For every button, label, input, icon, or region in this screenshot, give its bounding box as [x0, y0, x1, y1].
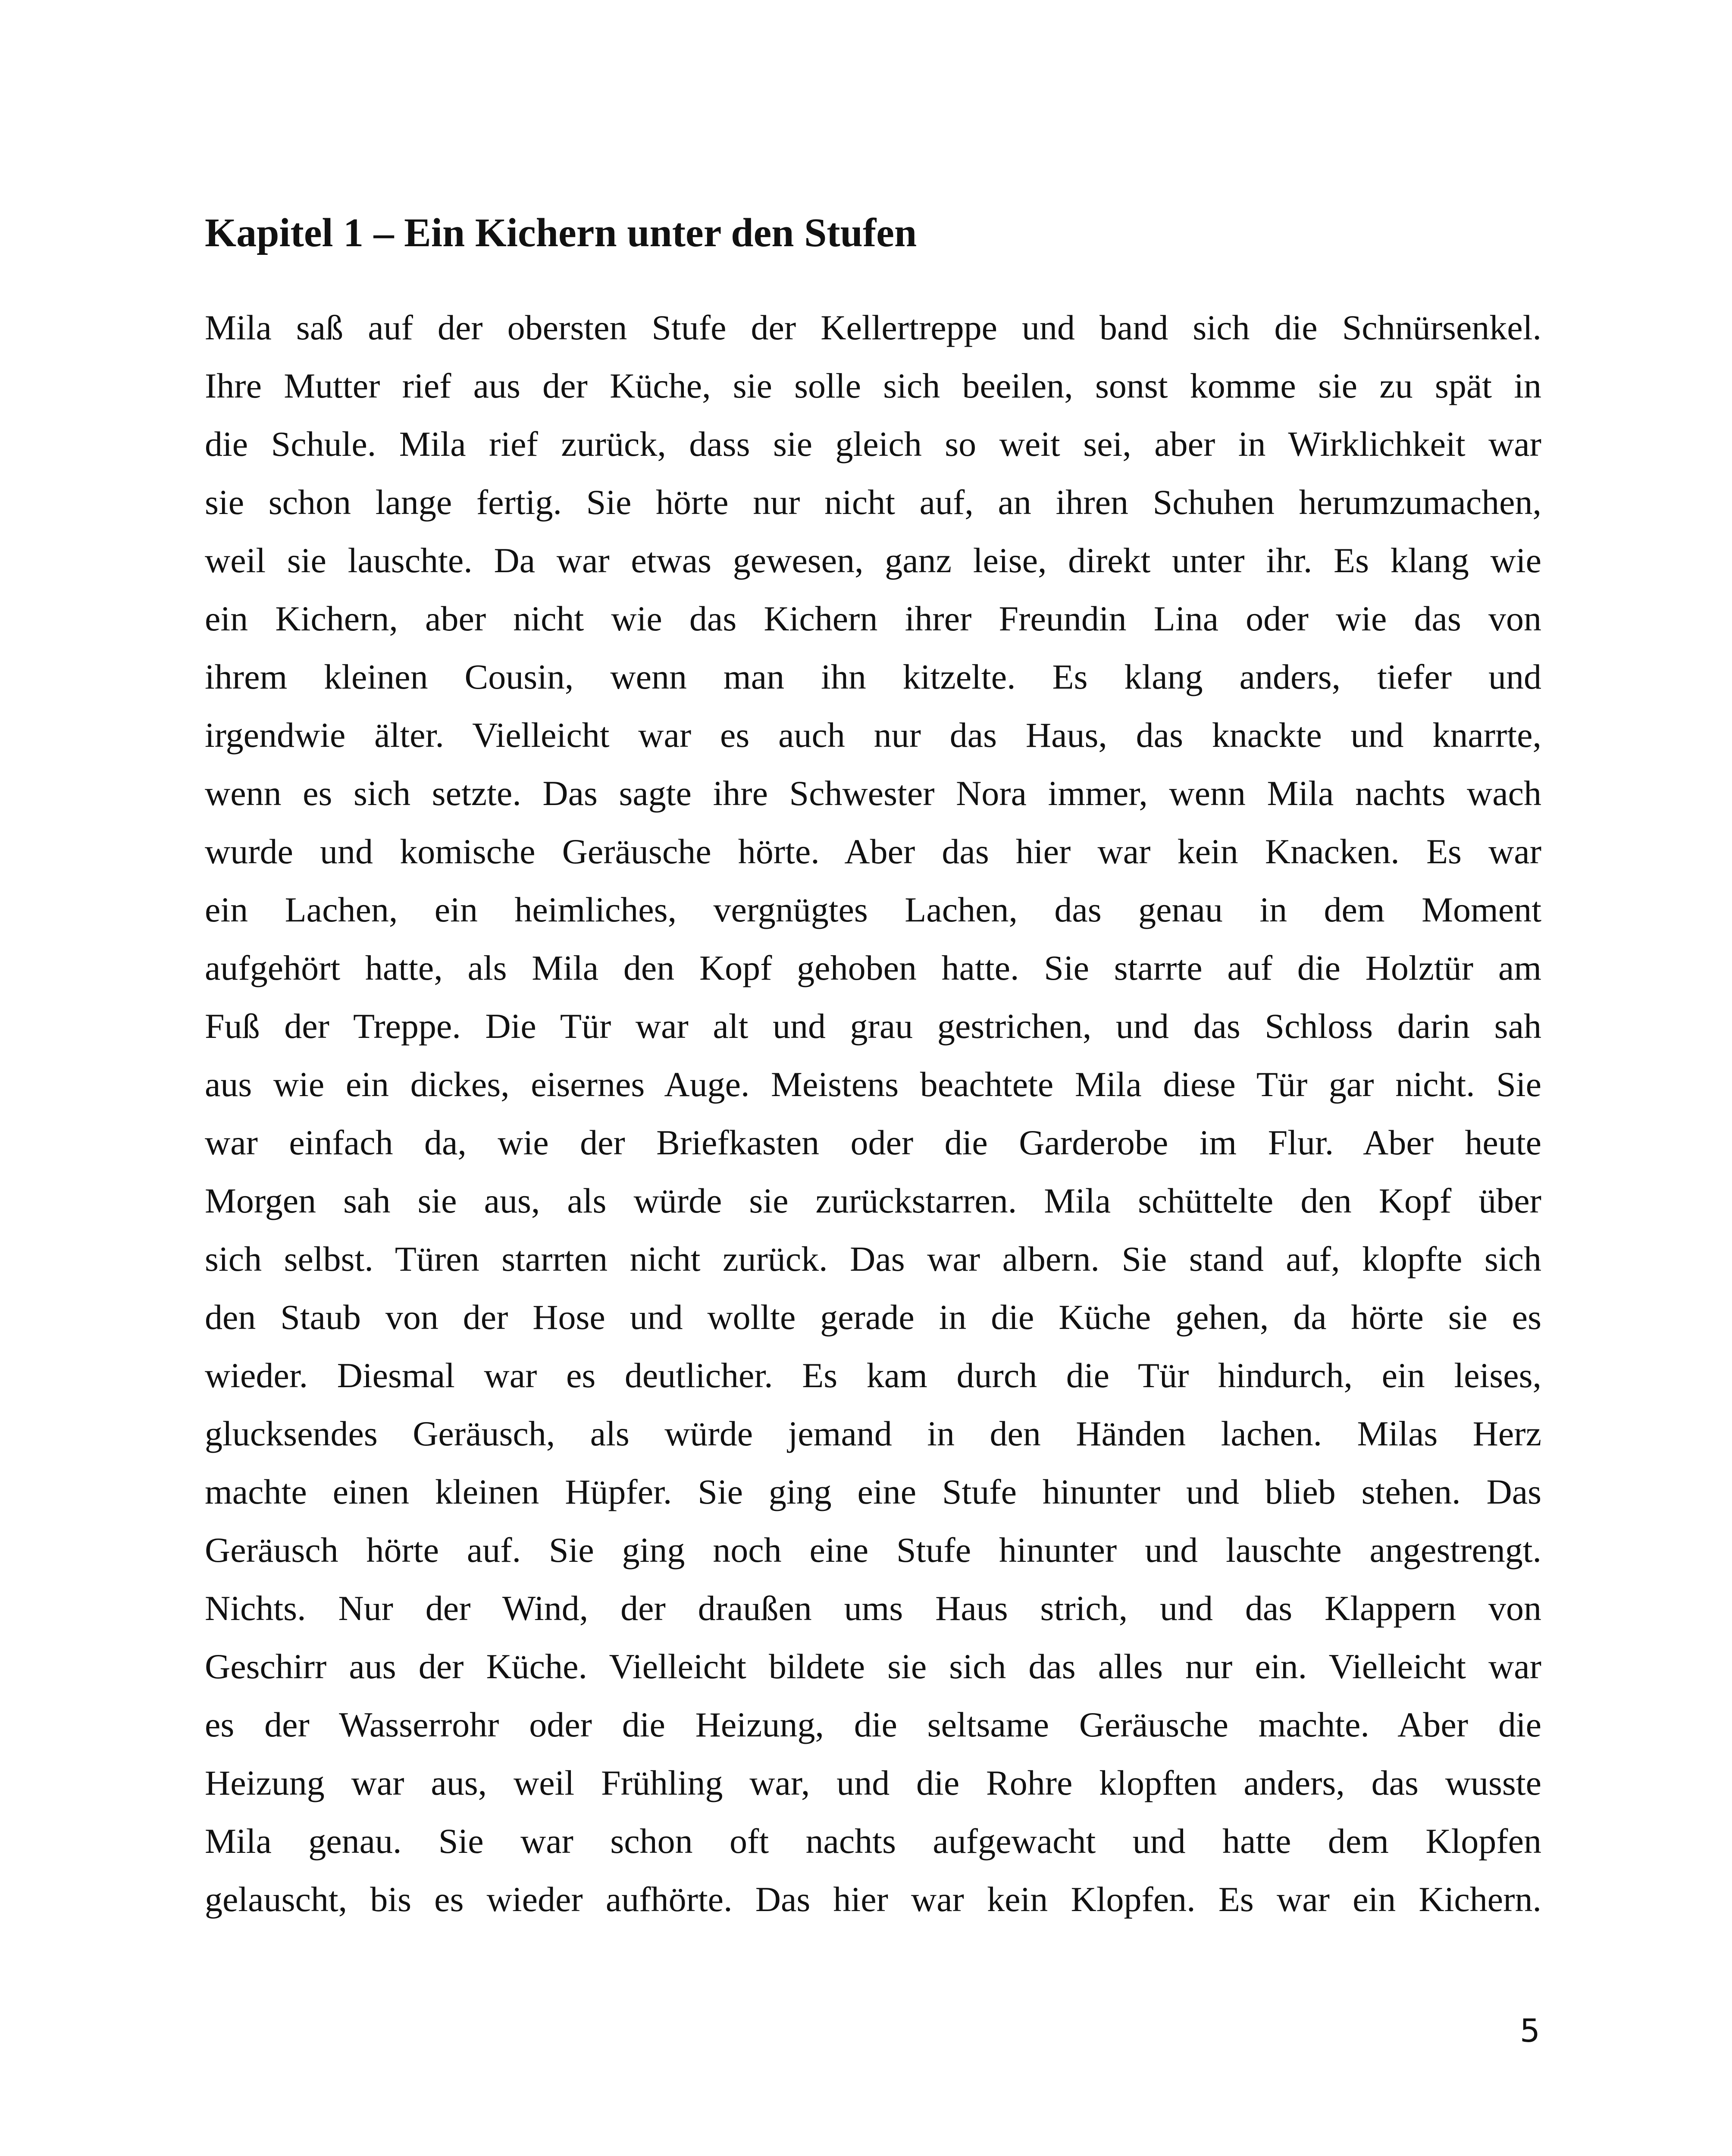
text-line: den Staub von der Hose und wollte gerade in die Küche gehen, da hörte sie es	[205, 1297, 1541, 1337]
text-line: aus wie ein dickes, eisernes Auge. Meistens beachtete Mila diese Tür gar nicht. Sie	[205, 1065, 1541, 1104]
text-line: aufgehört hatte, als Mila den Kopf gehoben hatte. Sie starrte auf die Holztür am	[205, 948, 1541, 987]
text-line: ein Kichern, aber nicht wie das Kichern ihrer Freundin Lina oder wie das von	[205, 599, 1541, 638]
body-text	[205, 298, 1541, 1928]
text-line: wieder. Diesmal war es deutlicher. Es kam durch die Tür hindurch, ein leises,	[205, 1356, 1541, 1395]
text-line: Geräusch hörte auf. Sie ging noch eine Stufe hinunter und lauschte angestrengt.	[205, 1530, 1541, 1570]
text-line: die Schule. Mila rief zurück, dass sie gleich so weit sei, aber in Wirklichkeit war	[205, 424, 1541, 464]
chapter-title: Kapitel 1 – Ein Kichern unter den Stufen	[205, 210, 917, 255]
text-line: war einfach da, wie der Briefkasten oder die Garderobe im Flur. Aber heute	[205, 1123, 1541, 1162]
text-line: Mila saß auf der obersten Stufe der Kellertreppe und band sich die Schnürsenkel.	[205, 308, 1541, 347]
text-line: Ihre Mutter rief aus der Küche, sie solle sich beeilen, sonst komme sie zu spät in	[205, 366, 1541, 405]
text-line: es der Wasserrohr oder die Heizung, die seltsame Geräusche machte. Aber die	[205, 1705, 1541, 1744]
text-line: irgendwie älter. Vielleicht war es auch nur das Haus, das knackte und knarrte,	[205, 715, 1541, 755]
text-line: Mila genau. Sie war schon oft nachts aufgewacht und hatte dem Klopfen	[205, 1821, 1541, 1861]
text-line: Fuß der Treppe. Die Tür war alt und grau gestrichen, und das Schloss darin sah	[205, 1006, 1541, 1046]
text-line: ihrem kleinen Cousin, wenn man ihn kitzelte. Es klang anders, tiefer und	[205, 657, 1541, 696]
text-line: Heizung war aus, weil Frühling war, und die Rohre klopften anders, das wusste	[205, 1763, 1541, 1802]
text-line: Nichts. Nur der Wind, der draußen ums Haus strich, und das Klappern von	[205, 1589, 1541, 1628]
text-line: ein Lachen, ein heimliches, vergnügtes Lachen, das genau in dem Moment	[205, 890, 1541, 929]
text-line: weil sie lauschte. Da war etwas gewesen, ganz leise, direkt unter ihr. Es klang wie	[205, 541, 1541, 580]
text-line: Geschirr aus der Küche. Vielleicht bildete sie sich das alles nur ein. Vielleicht war	[205, 1647, 1541, 1686]
text-line: Morgen sah sie aus, als würde sie zurückstarren. Mila schüttelte den Kopf über	[205, 1181, 1541, 1220]
text-line: sich selbst. Türen starrten nicht zurück. Das war albern. Sie stand auf, klopfte sich	[205, 1239, 1541, 1279]
text-line: machte einen kleinen Hüpfer. Sie ging eine Stufe hinunter und blieb stehen. Das	[205, 1472, 1541, 1511]
text-line: wenn es sich setzte. Das sagte ihre Schwester Nora immer, wenn Mila nachts wach	[205, 774, 1541, 813]
page-number: 5	[1519, 2012, 1540, 2049]
text-line: sie schon lange fertig. Sie hörte nur nicht auf, an ihren Schuhen herumzumachen,	[205, 483, 1541, 522]
text-line: gelauscht, bis es wieder aufhörte. Das hier war kein Klopfen. Es war ein Kichern.	[205, 1880, 1541, 1919]
text-line: wurde und komische Geräusche hörte. Aber das hier war kein Knacken. Es war	[205, 832, 1541, 871]
text-line: glucksendes Geräusch, als würde jemand in den Händen lachen. Milas Herz	[205, 1414, 1541, 1453]
